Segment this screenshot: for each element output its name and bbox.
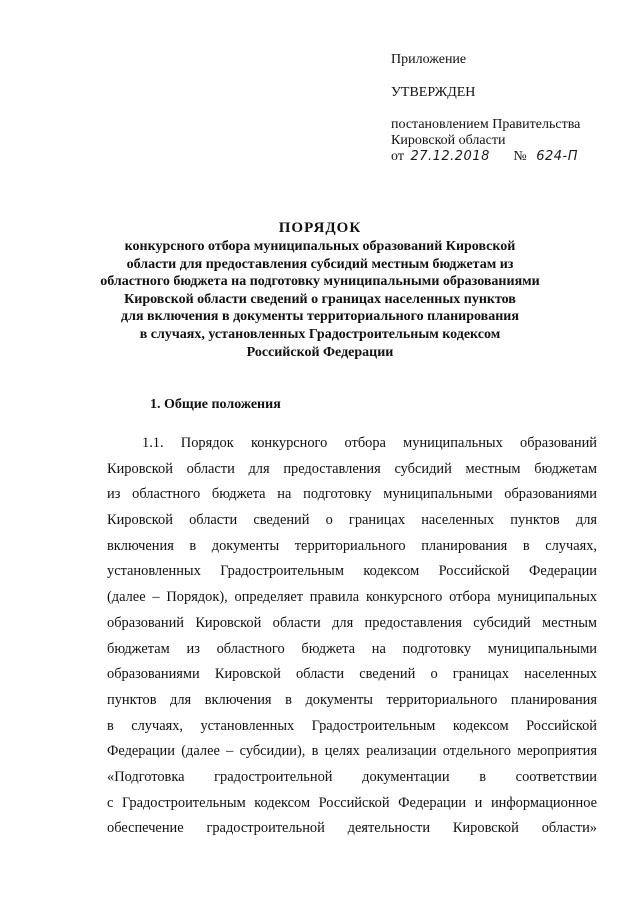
title-subtitle-line: конкурсного отбора муниципальных образований Кировской: [124, 239, 516, 254]
title-subtitle-line: областного бюджета на подготовку муниципальными образованиями: [100, 274, 540, 290]
handwritten-date: 27.12.2018: [410, 149, 490, 164]
paragraph-1-1: [107, 431, 597, 842]
paragraph-line: «Подготовка градостроительной документации в соответствии: [107, 768, 597, 785]
paragraph-line: Кировской области сведений о границах населенных пунктов для: [107, 512, 597, 529]
title-subtitle-line: для включения в документы территориального планирования: [121, 309, 519, 325]
paragraph-line: (далее – Порядок), определяет правила конкурсного отбора муниципальных: [107, 589, 597, 606]
paragraph-line: включения в документы территориального планирования в случаях,: [107, 537, 597, 554]
appendix-label: Приложение: [391, 52, 467, 67]
date-prefix: от: [391, 149, 404, 164]
title-subtitle-line: Кировской области сведений о границах населенных пунктов: [124, 291, 516, 307]
approval-block: [391, 52, 631, 165]
title-subtitle-line: в случаях, установленных Градостроительным кодексом: [139, 326, 501, 342]
paragraph-line: в случаях, установленных Градостроительным кодексом Российской: [107, 717, 597, 734]
paragraph-line: образованиями Кировской области сведений о границах населенных: [107, 666, 597, 683]
resolution-date-number-row: [391, 149, 631, 165]
paragraph-line: бюджетам из областного бюджета на подготовку муниципальными: [107, 640, 597, 657]
resolution-line-1: постановлением Правительства: [391, 117, 581, 132]
title-subtitle-line: Российской Федерации: [246, 344, 394, 360]
title-subtitle-line: области для предоставления субсидий местным бюджетам из: [126, 256, 514, 272]
paragraph-line: образований Кировской области для предоставления субсидий местным: [107, 614, 597, 631]
document-title-block: [80, 219, 560, 361]
handwritten-number: 624-П: [536, 149, 579, 164]
paragraph-line: установленных Градостроительным кодексом Российской Федерации: [107, 563, 597, 580]
approved-label: УТВЕРЖДЕН: [391, 85, 476, 100]
paragraph-line: обеспечение градостроительной деятельности Кировской области»: [107, 820, 597, 837]
paragraph-line: Кировской области для предоставления субсидий местным бюджетам: [107, 460, 597, 477]
paragraph-line: Федерации (далее – субсидии), в целях реализации отдельного мероприятия: [107, 743, 597, 760]
paragraph-line: 1.1. Порядок конкурсного отбора муниципальных образований: [142, 435, 597, 451]
paragraph-line: с Градостроительным кодексом Российской Федерации и информационное: [107, 794, 597, 811]
paragraph-line: пунктов для включения в документы территориального планирования: [107, 691, 597, 708]
resolution-line-2: Кировской области: [391, 133, 506, 148]
number-label: №: [513, 149, 527, 164]
section-heading: 1. Общие положения: [150, 397, 281, 412]
paragraph-line: из областного бюджета на подготовку муниципальными образованиями: [107, 486, 597, 503]
document-title: ПОРЯДОК: [278, 220, 362, 236]
